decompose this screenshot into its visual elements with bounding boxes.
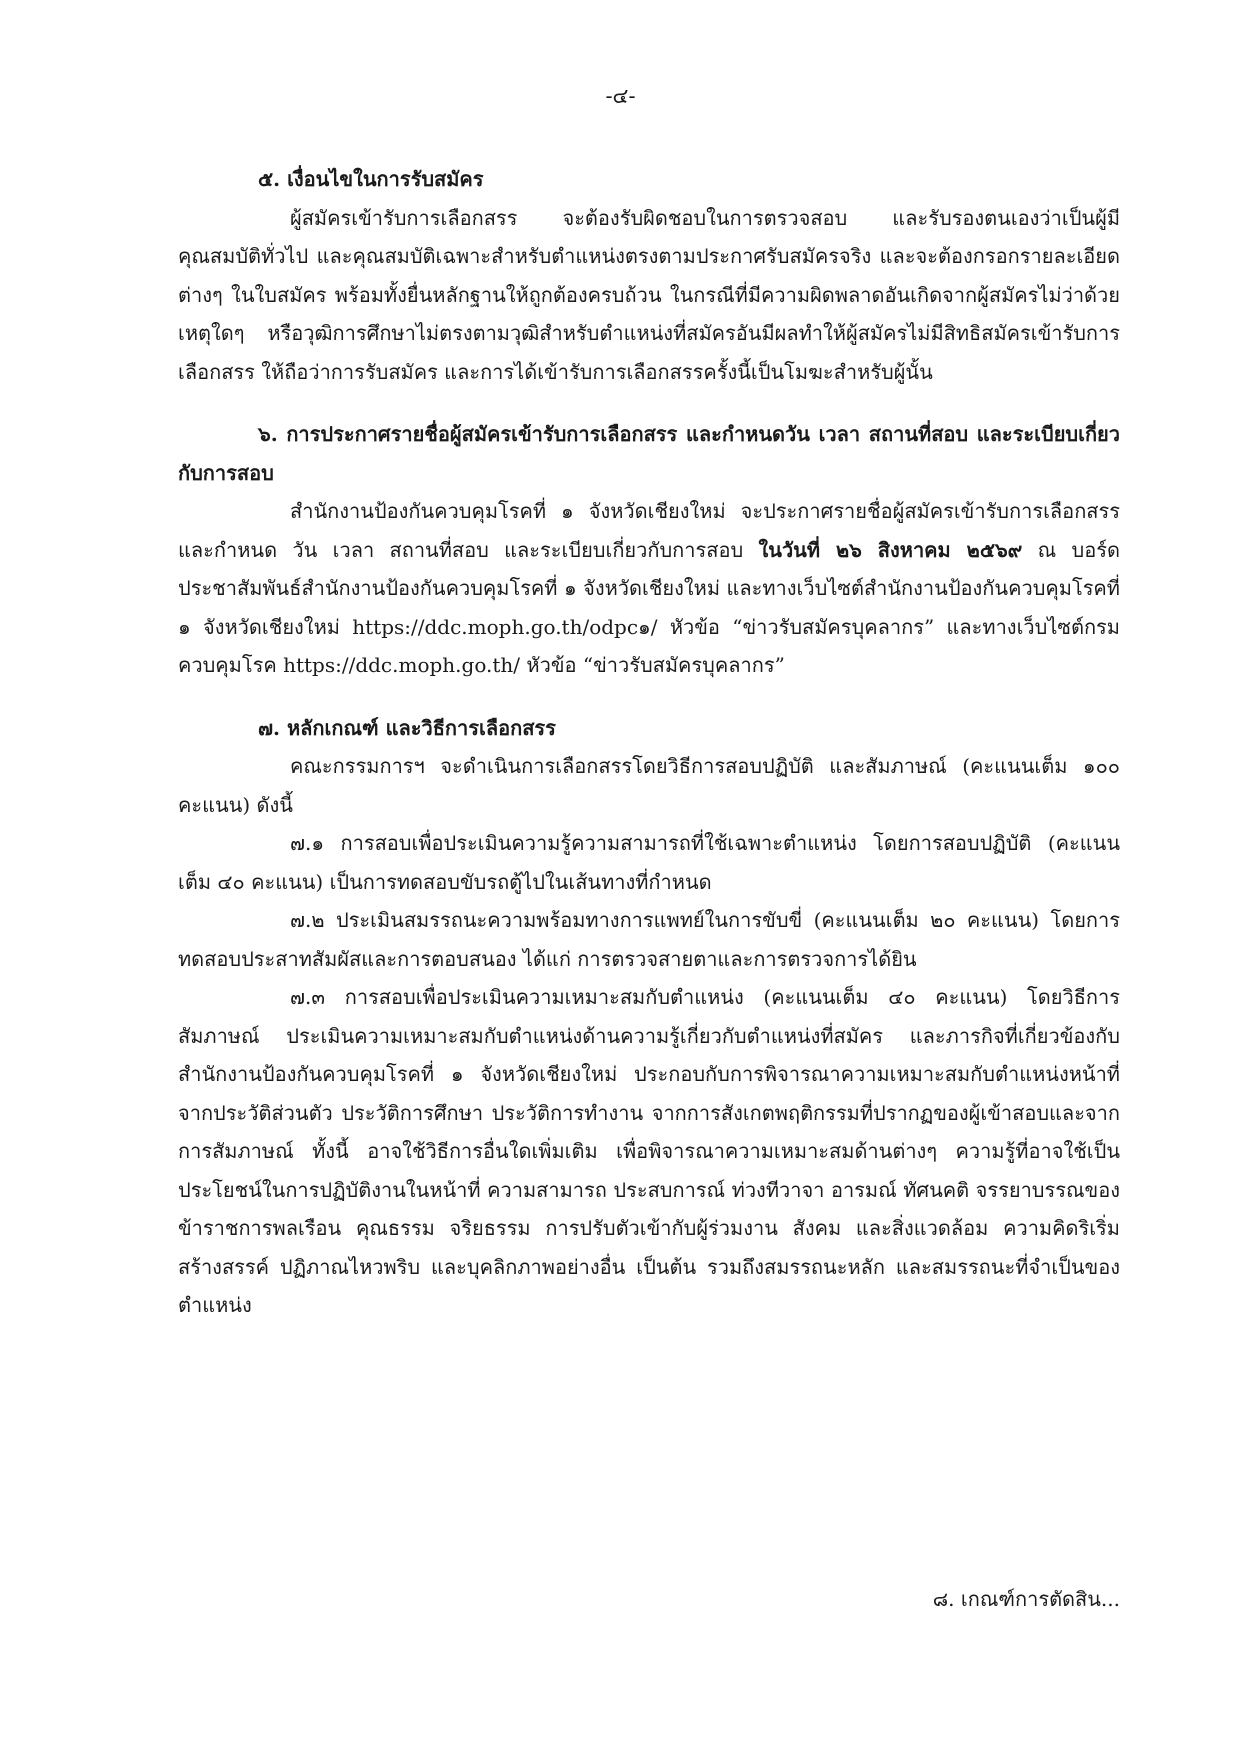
- section-7-intro: คณะกรรมการฯ จะดำเนินการเลือกสรรโดยวิธีการสอบปฏิบัติ และสัมภาษณ์ (คะแนนเต็ม ๑๐๐ คะแนน) ดังนี้: [178, 754, 1120, 817]
- section-5-body: ผู้สมัครเข้ารับการเลือกสรร จะต้องรับผิดชอบในการตรวจสอบ และรับรองตนเองว่าเป็นผู้มีคุณสมบัติทั่วไป และคุณสมบัติเฉพาะสำหรับตำแหน่งตรงตามประกาศรับสมัครจริง และจะต้องกรอกรายละเอียดต่างๆ ในใบสมัคร พร้อมทั้งยื่นหลักฐานให้ถูกต้องครบถ้วน ในกรณีที่มีความผิดพลาดอันเกิดจากผู้สมัครไม่ว่าด้วยเหตุใดๆ หรือวุฒิการศึกษาไม่ตรงตามวุฒิสำหรับตำแหน่งที่สมัครอันมีผลทำให้ผู้สมัครไม่มีสิทธิสมัครเข้ารับการเลือกสรร ให้ถือว่าการรับสมัคร และการได้เข้ารับการเลือกสรรครั้งนี้เป็นโมฆะสำหรับผู้นั้น: [178, 205, 1120, 384]
- spacer: [178, 685, 1120, 709]
- next-page-continuation: ๘. เกณฑ์การตัดสิน...: [932, 1587, 1120, 1611]
- section-7-item-2: ๗.๒ ประเมินสมรรถนะความพร้อมทางการแพทย์ในการขับขี่ (คะแนนเต็ม ๒๐ คะแนน) โดยการทดสอบประสาทสัมผัสและการตอบสนอง ได้แก่ การตรวจสายตาและการตรวจการได้ยิน: [178, 908, 1120, 971]
- section-7-item-3: ๗.๓ การสอบเพื่อประเมินความเหมาะสมกับตำแหน่ง (คะแนนเต็ม ๔๐ คะแนน) โดยวิธีการสัมภาษณ์ ประเมินความเหมาะสมกับตำแหน่งด้านความรู้เกี่ยวกับตำแหน่งที่สมัคร และภารกิจที่เกี่ยวข้องกับสำนักงานป้องกันควบคุมโรคที่ ๑ จังหวัดเชียงใหม่ ประกอบกับการพิจารณาความเหมาะสมกับตำแหน่งหน้าที่ จากประวัติส่วนตัว ประวัติการศึกษา ประวัติการทำงาน จากการสังเกตพฤติกรรมที่ปรากฏของผู้เข้าสอบและจากการสัมภาษณ์ ทั้งนี้ อาจใช้วิธีการอื่นใดเพิ่มเติม เพื่อพิจารณาความเหมาะสมด้านต่างๆ ความรู้ที่อาจใช้เป็นประโยชน์ในการปฏิบัติงานในหน้าที่ ความสามารถ ประสบการณ์ ท่วงทีวาจา อารมณ์ ทัศนคติ จรรยาบรรณของข้าราชการพลเรือน คุณธรรม จริยธรรม การปรับตัวเข้ากับผู้ร่วมงาน สังคม และสิ่งแวดล้อม ความคิดริเริ่มสร้างสรรค์ ปฏิภาณไหวพริบ และบุคลิกภาพอย่างอื่น เป็นต้น รวมถึงสมรรถนะหลัก และสมรรถนะที่จำเป็นของตำแหน่ง: [178, 985, 1120, 1317]
- section-6-body-text-continued: ณ บอร์ดประชาสัมพันธ์สำนักงานป้องกันควบคุมโรคที่ ๑ จังหวัดเชียงใหม่ และทางเว็บไซต์สำนักงานป้องกันควบคุมโรคที่ ๑ จังหวัดเชียงใหม่ https://ddc.moph.go.th/odpc๑/ หัวข้อ “ข่าวรับสมัครบุคลากร” และทางเว็บไซต์กรมควบคุมโรค https://ddc.moph.go.th/ หัวข้อ “ข่าวรับสมัครบุคลากร”: [178, 537, 1120, 677]
- section-6-body: [178, 492, 1120, 685]
- announcement-date: ในวันที่ ๒๖ สิงหาคม ๒๕๖๙: [758, 537, 1023, 562]
- section-6-body-text: สำนักงานป้องกันควบคุมโรคที่ ๑ จังหวัดเชียงใหม่ จะประกาศรายชื่อผู้สมัครเข้ารับการเลือกสรร และกำหนด วัน เวลา สถานที่สอบ และระเบียบเกี่ยวกับการสอบ: [178, 499, 1120, 562]
- page-number: -๔-: [605, 84, 636, 108]
- section-5-heading: ๕. เงื่อนไขในการรับสมัคร: [258, 167, 484, 191]
- spacer: [178, 391, 1120, 415]
- document-body: [178, 160, 1120, 1325]
- section-6-heading: ๖. การประกาศรายชื่อผู้สมัครเข้ารับการเลือกสรร และกำหนดวัน เวลา สถานที่สอบ และระเบียบเกี่ยวกับการสอบ: [178, 422, 1120, 485]
- section-7-item-1: ๗.๑ การสอบเพื่อประเมินความรู้ความสามารถที่ใช้เฉพาะตำแหน่ง โดยการสอบปฏิบัติ (คะแนนเต็ม ๔๐ คะแนน) เป็นการทดสอบขับรถตู้ไปในเส้นทางที่กำหนด: [178, 831, 1120, 894]
- section-7-heading: ๗. หลักเกณฑ์ และวิธีการเลือกสรร: [258, 715, 556, 740]
